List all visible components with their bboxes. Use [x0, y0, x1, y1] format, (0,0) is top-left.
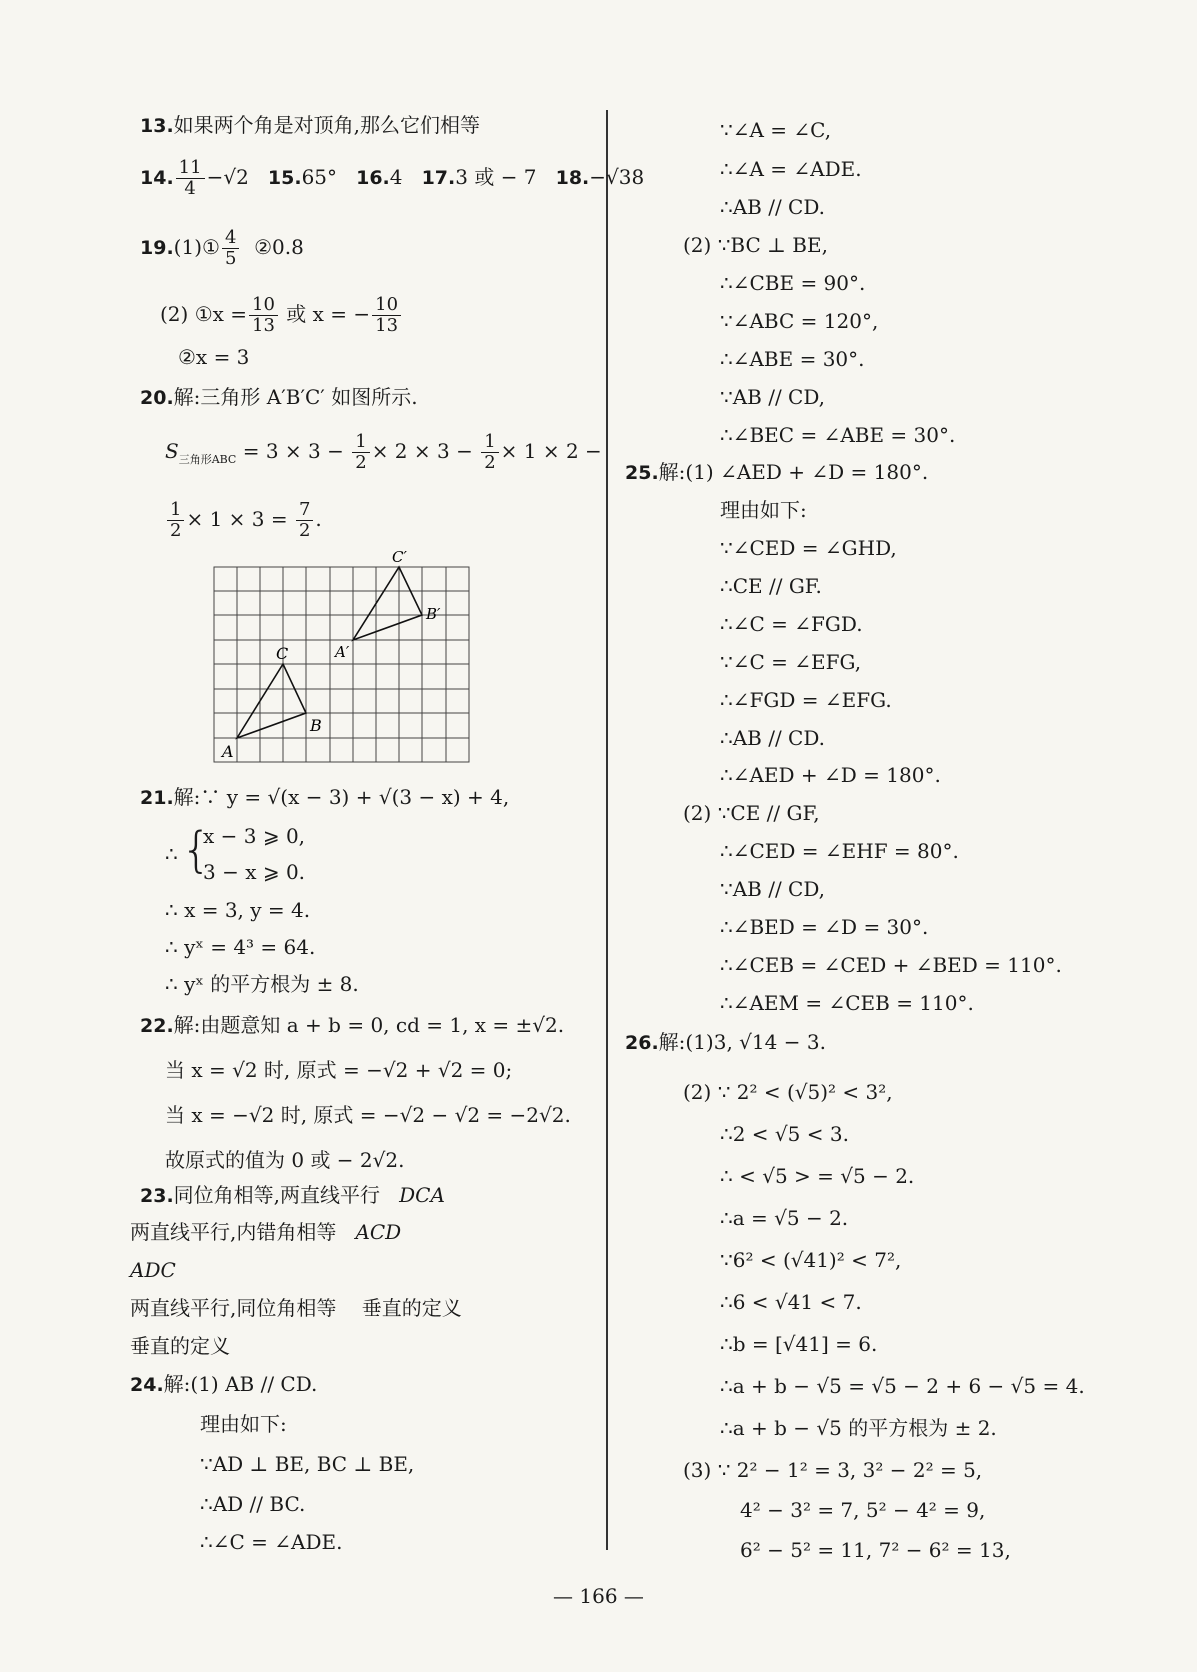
q21-line5: ∴ yˣ 的平方根为 ± 8. — [165, 972, 359, 996]
label-a: A — [222, 742, 234, 761]
q20-area-line1: $S_{三角形ABC} = 3 \times 3$ − $\frac{1}{2}$ × 2 × 3 − $\frac{1}{2}$ × 1 × 2 − — [165, 431, 602, 473]
q25-l5: ∴∠C = ∠FGD. — [720, 612, 863, 636]
q25-l1: 25.解:(1) ∠AED + ∠D = 180°. — [625, 460, 929, 484]
triangle-grid-figure — [200, 545, 490, 770]
q26-l6: ∵6² < (√41)² < 7², — [720, 1248, 902, 1272]
q25-l10: (2) ∵CE // GF, — [683, 801, 820, 825]
answer-page: 13.如果两个角是对顶角,那么它们相等 14. $\frac{11}{4}$ −√2 15.65° 16.4 17.3 或 − 7 18.−√38 19.(1)① $\frac{4}{5}$ ②0.8 (2) ①x = $\frac{10}{13}$ 或 x = − $\frac{10}{13}$ ②x = 3 20.解:三角形 A′B′C′ 如图所示. $S_{三角形ABC} = 3 \times 3$ − $\frac{1}{2}$ × 2 × 3 − $\frac{1}{2}$ × 1 × 2 − $\frac{1}{2}$ × 1 × 3 = $\frac{7}{2}$ . A B C A′ B′ C′ 21.解:∵ y = √(x − 3) + √(3 − x) + 4, ∴ { x − 3 ⩾ 0, 3 − x ⩾ 0. ∴ x = 3, y = 4. ∴ yˣ = 4³ = 64. ∴ yˣ 的平方根为 ± 8. 22.解:由题意知 a + b = 0, cd = 1, x = ±√2. 当 x = √2 时, 原式 = −√2 + √2 = 0; 当 x = −√2 时, 原式 = −√2 − √2 = −2√2. 故原式的值为 0 或 − 2√2. 23.同位角相等,两直线平行 DCA 两直线平行,内错角相等 ACD ADC 两直线平行,同位角相等 垂直的定义 垂直的定义 24.解:(1) AB // CD. 理由如下: ∵AD ⊥ BE, BC ⊥ BE, ∴AD // BC. ∴∠C = ∠ADE. ∵∠A = ∠C, ∴∠A = ∠ADE. ∴AB // CD. (2) ∵BC ⊥ BE, ∴∠CBE = 90°. ∵∠ABC = 120°, ∴∠ABE = 30°. ∵AB // CD, ∴∠BEC = ∠ABE = 30°. 25.解:(1) ∠AED + ∠D = 180°. 理由如下: ∵∠CED = ∠GHD, ∴CE // GF. ∴∠C = ∠FGD. ∵∠C = ∠EFG, ∴∠FGD = ∠EFG. ∴AB // CD. ∴∠AED + ∠D = 180°. (2) ∵CE // GF, ∴∠CED = ∠EHF = 80°. ∵AB // CD, ∴∠BED = ∠D = 30°. ∴∠CEB = ∠CED + ∠BED = 110°. ∴∠AEM = ∠CEB = 110°. 26.解:(1)3, √14 − 3. (2) ∵ 2² < (√5)² < 3², ∴2 < √5 < 3. ∴ < √5 > = √5 − 2. ∴a = √5 − 2. ∵6² < (√41)² < 7², ∴6 < √41 < 7. ∴b = [√41] = 6. ∴a + b − √5 = √5 − 2 + 6 − √5 = 4. ∴a + b − √5 的平方根为 ± 2. (3) ∵ 2² − 1² = 3, 3² − 2² = 5, 4² − 3² = 7, 5² − 4² = 9, 6² − 5² = 11, 7² − 6² = 13, — 166 — — [0, 0, 1197, 1672]
q21-line1: 21.解:∵ y = √(x − 3) + √(3 − x) + 4, — [140, 785, 510, 809]
q19-line2: (2) ①x = $\frac{10}{13}$ 或 x = − $\frac{10}{13}$ — [160, 295, 403, 336]
q23-line1: 23.同位角相等,两直线平行 DCA — [140, 1183, 445, 1207]
fraction: $\frac{11}{4}$ — [176, 158, 205, 199]
q26-l1: 26.解:(1)3, √14 − 3. — [625, 1030, 826, 1054]
q20-line1: 20.解:三角形 A′B′C′ 如图所示. — [140, 385, 418, 409]
q26-l13: 6² − 5² = 11, 7² − 6² = 13, — [740, 1538, 1011, 1562]
q26-l2: (2) ∵ 2² < (√5)² < 3², — [683, 1080, 893, 1104]
q25-l4: ∴CE // GF. — [720, 574, 822, 598]
q19-line3: ②x = 3 — [178, 345, 250, 369]
q26-l8: ∴b = [√41] = 6. — [720, 1332, 878, 1356]
q25-l3: ∵∠CED = ∠GHD, — [720, 536, 897, 560]
q24-line5: ∴∠C = ∠ADE. — [200, 1530, 343, 1554]
q19-line1: 19.(1)① $\frac{4}{5}$ ②0.8 — [140, 227, 304, 269]
q24-cont-l9: ∴∠BEC = ∠ABE = 30°. — [720, 423, 956, 447]
q23-line4: 两直线平行,同位角相等 垂直的定义 — [130, 1296, 462, 1320]
q22-line3: 当 x = −√2 时, 原式 = −√2 − √2 = −2√2. — [165, 1103, 571, 1127]
q24-line1: 24.解:(1) AB // CD. — [130, 1372, 318, 1396]
q21-line3: ∴ x = 3, y = 4. — [165, 898, 311, 922]
q13-line: 13.如果两个角是对顶角,那么它们相等 — [140, 113, 481, 137]
q25-l6: ∵∠C = ∠EFG, — [720, 650, 862, 674]
q25-l15: ∴∠AEM = ∠CEB = 110°. — [720, 991, 974, 1015]
q22-line1: 22.解:由题意知 a + b = 0, cd = 1, x = ±√2. — [140, 1013, 565, 1037]
label-a2: A′ — [335, 643, 350, 661]
q24-cont-l2: ∴∠A = ∠ADE. — [720, 157, 862, 181]
q23-line5: 垂直的定义 — [130, 1334, 230, 1358]
q24-line4: ∴AD // BC. — [200, 1492, 306, 1516]
q24-cont-l3: ∴AB // CD. — [720, 195, 826, 219]
q21-line4: ∴ yˣ = 4³ = 64. — [165, 935, 316, 959]
triangle-abc — [237, 664, 306, 738]
q20-area-line2: $\frac{1}{2}$ × 1 × 3 = $\frac{7}{2}$ . — [165, 500, 322, 541]
q24-cont-l4: (2) ∵BC ⊥ BE, — [683, 233, 828, 257]
label-c2: C′ — [392, 548, 407, 566]
q26-l9: ∴a + b − √5 = √5 − 2 + 6 − √5 = 4. — [720, 1374, 1085, 1398]
q26-l11: (3) ∵ 2² − 1² = 3, 3² − 2² = 5, — [683, 1458, 983, 1482]
q23-line2: 两直线平行,内错角相等 ACD — [130, 1220, 402, 1244]
q25-l9: ∴∠AED + ∠D = 180°. — [720, 763, 941, 787]
q23-line3: ADC — [130, 1258, 176, 1282]
q24-cont-l7: ∴∠ABE = 30°. — [720, 347, 865, 371]
q22-line4: 故原式的值为 0 或 − 2√2. — [165, 1148, 405, 1172]
q24-line3: ∵AD ⊥ BE, BC ⊥ BE, — [200, 1452, 415, 1476]
q25-l12: ∵AB // CD, — [720, 877, 826, 901]
q26-l7: ∴6 < √41 < 7. — [720, 1290, 862, 1314]
label-b: B — [310, 716, 322, 735]
q14-18-line: 14. $\frac{11}{4}$ −√2 15.65° 16.4 17.3 或 − 7 18.−√38 — [140, 157, 645, 199]
column-divider — [606, 110, 608, 1550]
q24-cont-l1: ∵∠A = ∠C, — [720, 118, 832, 142]
q24-cont-l8: ∵AB // CD, — [720, 385, 826, 409]
q25-l7: ∴∠FGD = ∠EFG. — [720, 688, 892, 712]
triangle-a2b2c2 — [353, 567, 422, 640]
page-number: — 166 — — [553, 1584, 644, 1608]
q24-cont-l6: ∵∠ABC = 120°, — [720, 309, 879, 333]
q25-l2: 理由如下: — [720, 498, 807, 522]
label-b2: B′ — [426, 605, 441, 623]
label-c: C — [276, 644, 289, 663]
q24-line2: 理由如下: — [200, 1412, 287, 1436]
q26-l5: ∴a = √5 − 2. — [720, 1206, 849, 1230]
q25-l8: ∴AB // CD. — [720, 726, 826, 750]
q25-l14: ∴∠CEB = ∠CED + ∠BED = 110°. — [720, 953, 1062, 977]
q26-l12: 4² − 3² = 7, 5² − 4² = 9, — [740, 1498, 986, 1522]
q25-l11: ∴∠CED = ∠EHF = 80°. — [720, 839, 959, 863]
q26-l10: ∴a + b − √5 的平方根为 ± 2. — [720, 1416, 997, 1440]
q26-l4: ∴ < √5 > = √5 − 2. — [720, 1164, 915, 1188]
q26-l3: ∴2 < √5 < 3. — [720, 1122, 849, 1146]
q25-l13: ∴∠BED = ∠D = 30°. — [720, 915, 929, 939]
q22-line2: 当 x = √2 时, 原式 = −√2 + √2 = 0; — [165, 1058, 513, 1082]
q24-cont-l5: ∴∠CBE = 90°. — [720, 271, 866, 295]
